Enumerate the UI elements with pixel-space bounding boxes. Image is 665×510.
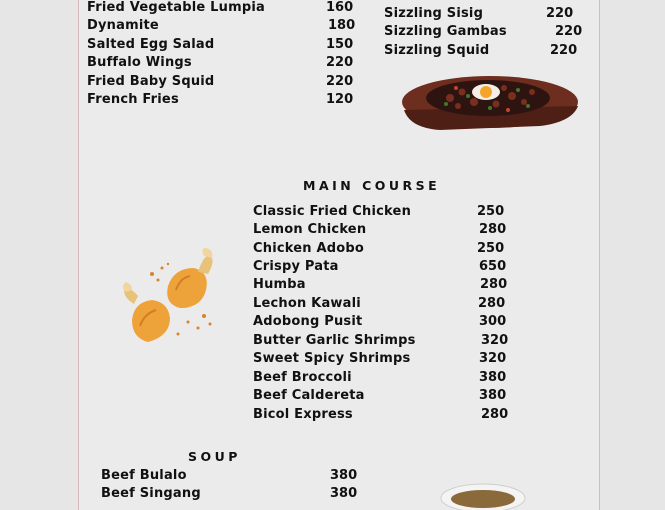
menu-price: 220 — [546, 6, 574, 21]
menu-item: French Fries — [87, 92, 179, 107]
menu-price: 280 — [478, 296, 506, 311]
menu-item: Beef Bulalo — [101, 468, 187, 483]
menu-price: 380 — [479, 388, 507, 403]
menu-price: 120 — [326, 92, 354, 107]
section-heading-soup: SOUP — [188, 449, 241, 464]
menu-item: Buffalo Wings — [87, 55, 192, 70]
menu-price: 220 — [326, 74, 354, 89]
menu-item: Sizzling Sisig — [384, 6, 484, 21]
menu-item: Fried Baby Squid — [87, 74, 215, 89]
menu-item: Sizzling Squid — [384, 43, 490, 58]
menu-price: 250 — [477, 204, 505, 219]
menu-price: 280 — [481, 407, 509, 422]
menu-item: Butter Garlic Shrimps — [253, 333, 416, 348]
menu-price: 220 — [550, 43, 578, 58]
fried-chicken-icon — [118, 246, 218, 352]
menu-item: Lemon Chicken — [253, 222, 367, 237]
menu-price: 380 — [479, 370, 507, 385]
menu-item: Classic Fried Chicken — [253, 204, 412, 219]
menu-item: Crispy Pata — [253, 259, 339, 274]
menu-price: 380 — [330, 486, 358, 501]
menu-item: Sizzling Gambas — [384, 24, 507, 39]
menu-price: 280 — [480, 277, 508, 292]
soup-bowl-icon — [440, 482, 526, 500]
menu-price: 300 — [479, 314, 507, 329]
menu-item: Beef Caldereta — [253, 388, 365, 403]
menu-price: 160 — [326, 0, 354, 15]
menu-item: Adobong Pusit — [253, 314, 363, 329]
menu-item: Salted Egg Salad — [87, 37, 215, 52]
menu-item: Beef Singang — [101, 486, 201, 501]
menu-item: Sweet Spicy Shrimps — [253, 351, 411, 366]
menu-price: 280 — [479, 222, 507, 237]
menu-price: 180 — [328, 18, 356, 33]
menu-price: 150 — [326, 37, 354, 52]
menu-price: 380 — [330, 468, 358, 483]
menu-item: Humba — [253, 277, 306, 292]
section-heading-main-course: MAIN COURSE — [303, 178, 441, 193]
menu-price: 220 — [555, 24, 583, 39]
menu-item: Beef Broccoli — [253, 370, 352, 385]
menu-price: 320 — [481, 333, 509, 348]
sizzling-plate-icon — [400, 66, 580, 134]
menu-item: Bicol Express — [253, 407, 353, 422]
menu-item: Fried Vegetable Lumpia — [87, 0, 265, 15]
menu-price: 220 — [326, 55, 354, 70]
menu-item: Chicken Adobo — [253, 241, 364, 256]
menu-price: 650 — [479, 259, 507, 274]
menu-item: Lechon Kawali — [253, 296, 361, 311]
menu-price: 320 — [479, 351, 507, 366]
menu-item: Dynamite — [87, 18, 159, 33]
menu-price: 250 — [477, 241, 505, 256]
